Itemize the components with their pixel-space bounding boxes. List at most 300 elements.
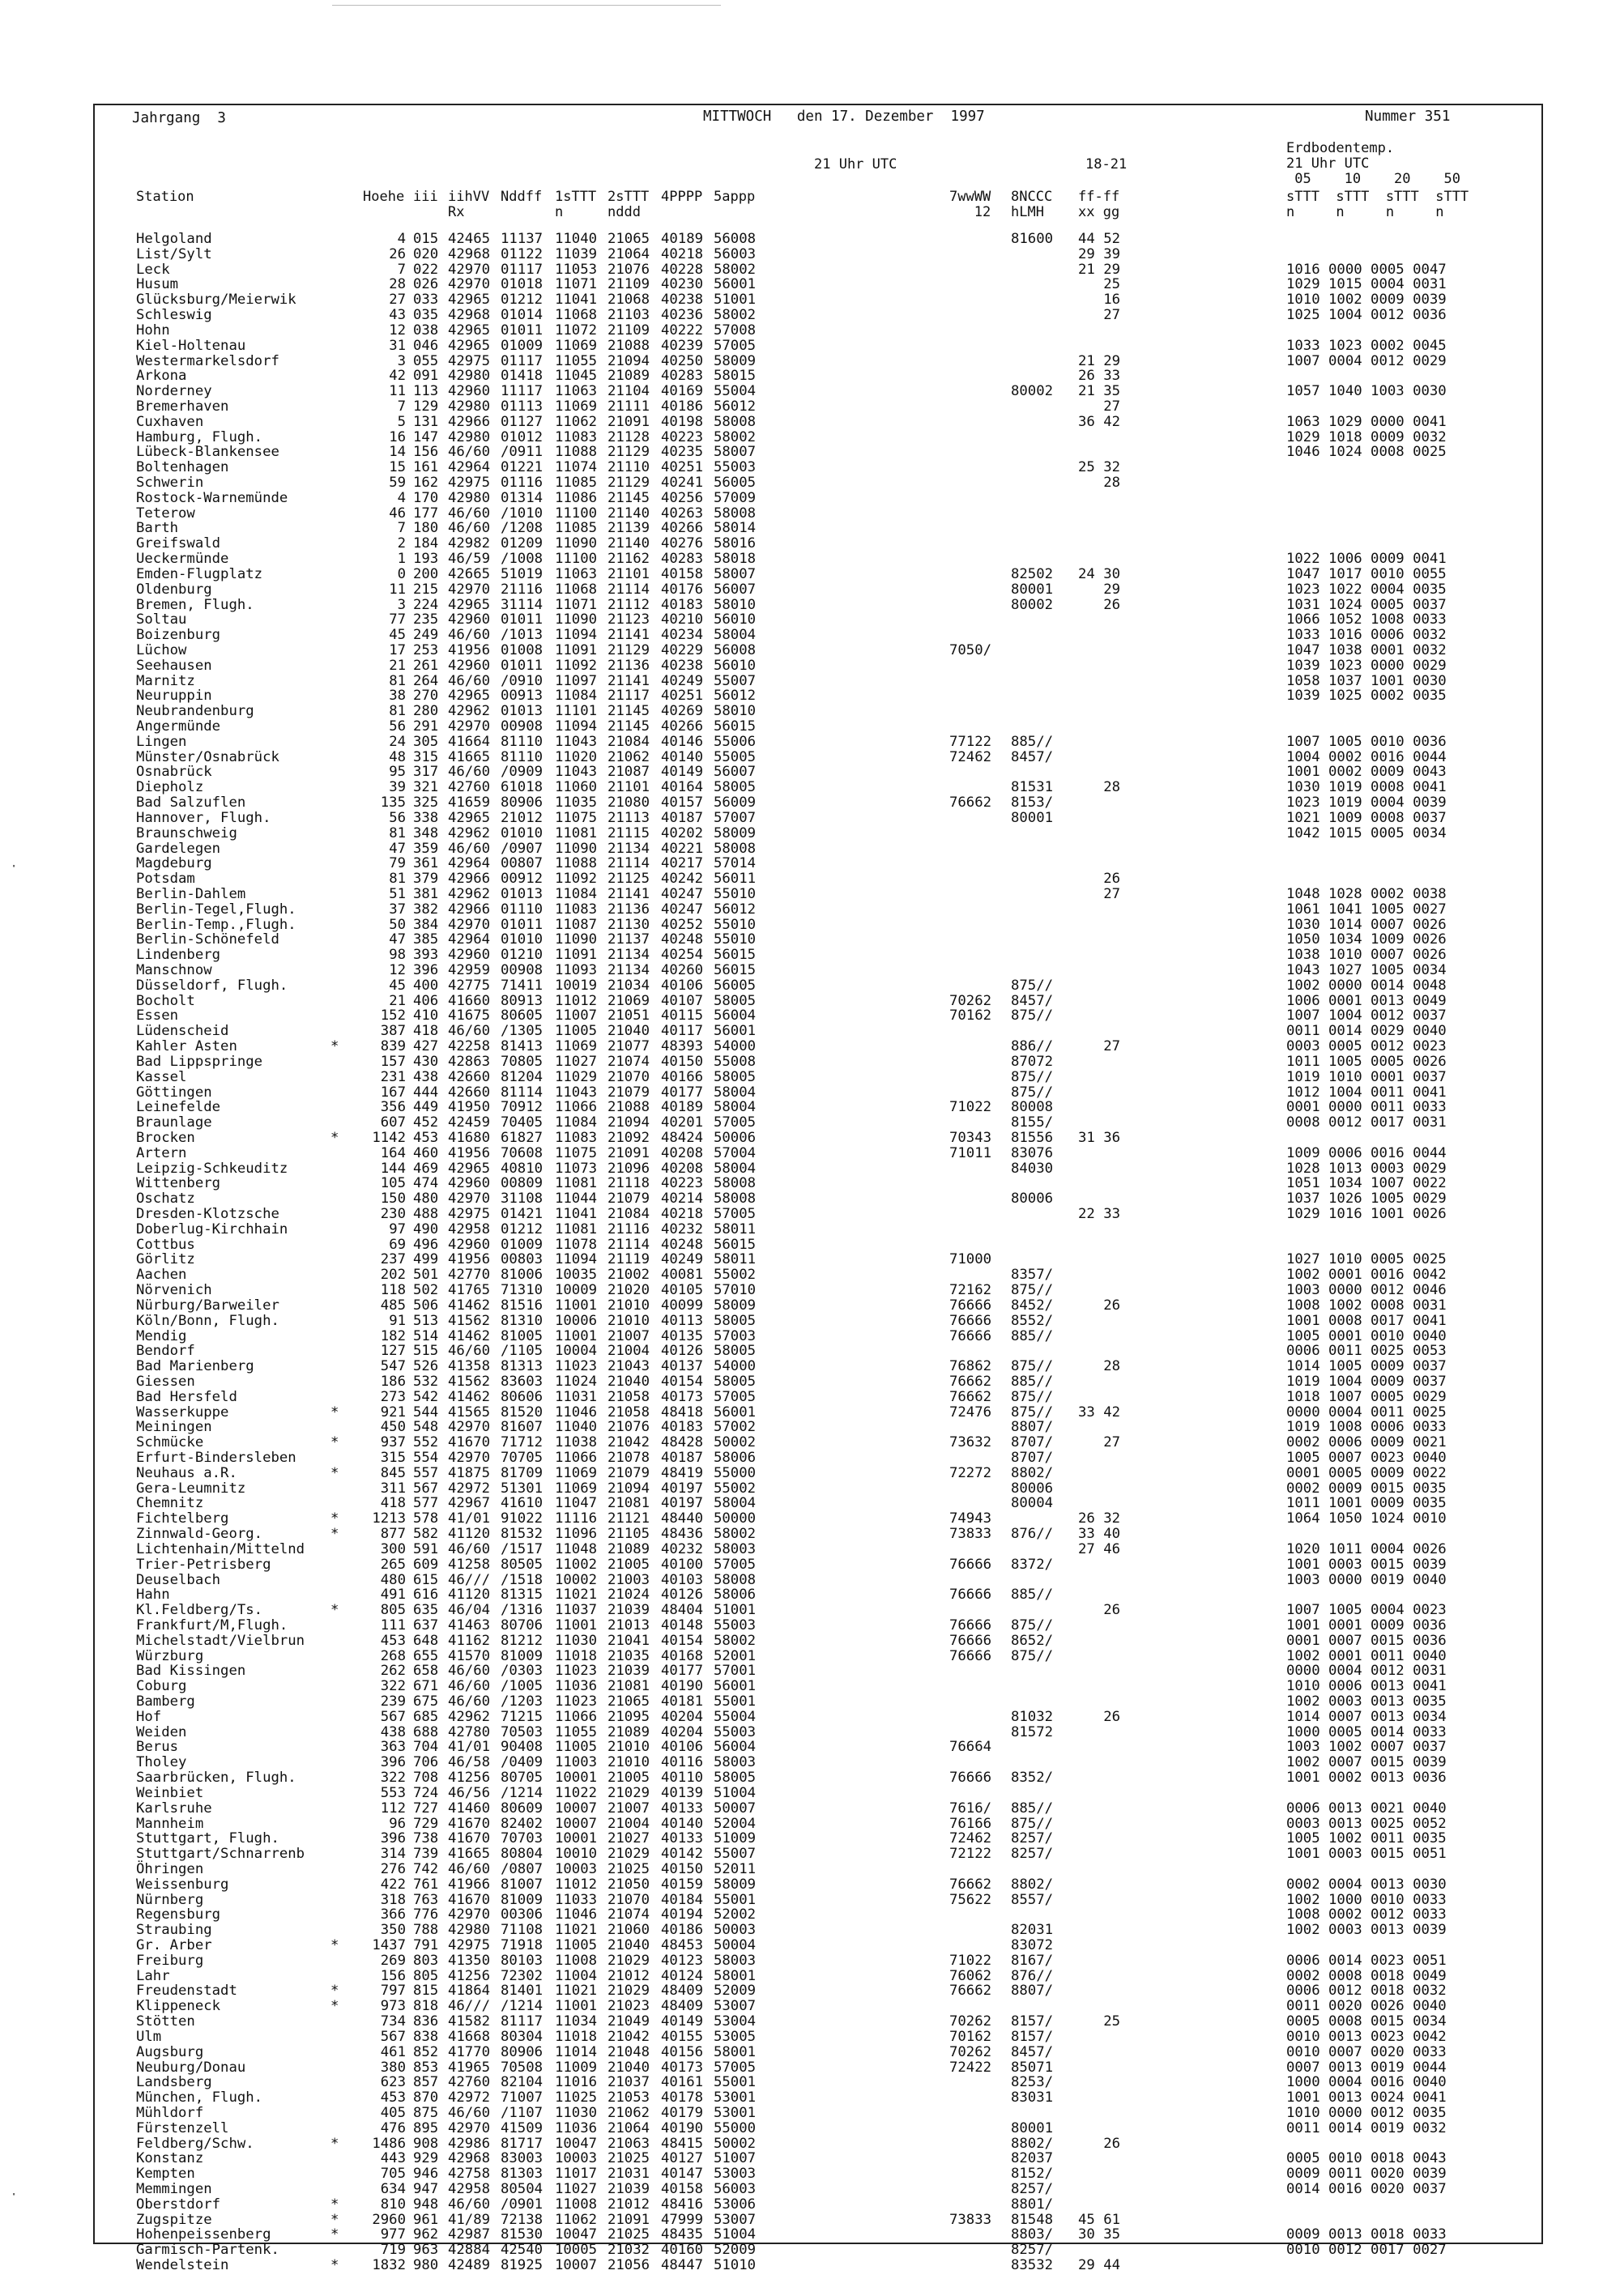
group-8nccc (1011, 2106, 1059, 2121)
group-8nccc: 83072 (1011, 1937, 1054, 1953)
hoehe: 810 (380, 2196, 406, 2213)
group-2sttt: 21140 (608, 535, 650, 552)
group-8nccc (1011, 856, 1059, 871)
station-id: 739 (413, 1846, 439, 1863)
group-7wwww (949, 2136, 998, 2152)
group-4pppp: 40251 (661, 688, 704, 705)
group-2sttt: 21076 (608, 261, 650, 278)
hoehe: 422 (380, 1876, 406, 1893)
group-7wwww (949, 552, 998, 567)
group-nddff: 83003 (501, 2150, 544, 2167)
group-5appp: 58002 (714, 1526, 757, 1543)
group-iihvv: 42965 (448, 322, 491, 339)
group-5appp: 56004 (714, 1739, 757, 1756)
station-id: 162 (413, 475, 439, 491)
group-2sttt: 21091 (608, 413, 650, 430)
group-4pppp: 48435 (661, 2226, 704, 2243)
group-2sttt: 21013 (608, 1617, 650, 1634)
group-7wwww (949, 598, 998, 613)
group-8nccc: 875// (1011, 1815, 1054, 1832)
mountain-mark (330, 811, 347, 826)
group-nddff: 81005 (501, 1327, 544, 1344)
group-iihvv: 42980 (448, 368, 491, 385)
group-4pppp: 40239 (661, 337, 704, 354)
group-1sttt: 11084 (555, 885, 598, 902)
group-nddff: 01116 (501, 475, 544, 491)
group-ffff (1078, 1496, 1127, 1511)
group-2sttt: 21010 (608, 1297, 650, 1314)
group-5appp: 57007 (714, 809, 757, 826)
group-5appp: 56001 (714, 1023, 757, 1040)
group-soil-temp: 1011 1005 0005 0026 (1286, 1053, 1447, 1070)
group-4pppp: 40204 (661, 1723, 704, 1740)
station-name: Münster/Osnabrück (136, 748, 279, 765)
group-ffff (1078, 521, 1127, 536)
group-8nccc (1011, 1237, 1059, 1253)
group-1sttt: 11091 (555, 947, 598, 964)
group-1sttt: 11071 (555, 276, 598, 293)
group-nddff: 72302 (501, 1967, 544, 1984)
group-iihvv: 41659 (448, 794, 491, 811)
group-4pppp: 40135 (661, 1327, 704, 1344)
group-4pppp: 40266 (661, 718, 704, 735)
group-8nccc (1011, 1740, 1059, 1755)
station-id: 418 (413, 1023, 439, 1040)
group-5appp: 55010 (714, 885, 757, 902)
mountain-mark (330, 750, 347, 765)
group-7wwww (949, 292, 998, 308)
group-1sttt: 11043 (555, 1084, 598, 1101)
mountain-mark (330, 704, 347, 719)
group-4pppp: 40283 (661, 368, 704, 385)
group-7wwww (949, 339, 998, 354)
group-1sttt: 11021 (555, 1983, 598, 2000)
group-nddff: 81717 (501, 2135, 544, 2152)
group-soil-temp: 1009 0006 0016 0044 (1286, 1144, 1447, 1161)
group-5appp: 58003 (714, 1540, 757, 1557)
group-iihvv: 41120 (448, 1587, 491, 1604)
group-7wwww (949, 536, 998, 552)
group-iihvv: 42970 (448, 1906, 491, 1923)
mountain-mark (330, 1923, 347, 1938)
group-iihvv: 46/60 (448, 1540, 491, 1557)
group-2sttt: 21003 (608, 1571, 650, 1588)
group-7wwww (949, 1115, 998, 1131)
group-8nccc: 8253/ (1011, 2074, 1054, 2091)
group-2sttt: 21079 (608, 1084, 650, 1101)
col-header-ffff-2: xx gg (1078, 204, 1120, 220)
group-soil-temp: 0000 0004 0011 0025 (1286, 1404, 1447, 1421)
mountain-mark (330, 1557, 347, 1573)
group-ffff: 28 (1078, 779, 1121, 796)
mountain-mark (330, 628, 347, 643)
group-1sttt: 11039 (555, 245, 598, 262)
station-id: 359 (413, 840, 439, 857)
group-8nccc: 82031 (1011, 1922, 1054, 1939)
group-8nccc: 83031 (1011, 2089, 1054, 2106)
group-5appp: 54000 (714, 1358, 757, 1375)
group-nddff: 41610 (501, 1495, 544, 1512)
group-iihvv: 42970 (448, 261, 491, 278)
group-4pppp: 40232 (661, 1540, 704, 1557)
group-8nccc: 8257/ (1011, 1830, 1054, 1847)
hoehe: 69 (389, 1236, 406, 1253)
group-8nccc: 82502 (1011, 565, 1054, 582)
mountain-mark (330, 1847, 347, 1862)
station-id: 895 (413, 2119, 439, 2136)
group-soil-temp: 0002 0006 0009 0021 (1286, 1434, 1447, 1451)
mountain-mark (330, 1755, 347, 1770)
group-7wwww (949, 521, 998, 536)
group-7wwww (949, 948, 998, 963)
group-7wwww (949, 1054, 998, 1070)
group-8nccc: 87072 (1011, 1053, 1054, 1070)
group-nddff: /0807 (501, 1860, 544, 1877)
group-1sttt: 11085 (555, 475, 598, 491)
hoehe: 1437 (372, 1937, 406, 1953)
group-soil-temp: 1001 0001 0009 0036 (1286, 1617, 1447, 1634)
station-id: 427 (413, 1038, 439, 1055)
mountain-mark (330, 1953, 347, 1969)
group-8nccc: 83532 (1011, 2257, 1054, 2274)
group-7wwww: 77122 (949, 733, 992, 750)
group-4pppp: 40263 (661, 505, 704, 522)
group-soil-temp: 1029 1016 1001 0026 (1286, 1206, 1447, 1222)
group-soil-temp: 0001 0007 0015 0036 (1286, 1632, 1447, 1649)
group-ffff (1078, 841, 1127, 857)
group-7wwww (949, 1191, 998, 1207)
mountain-mark (330, 232, 347, 247)
group-8nccc: 875// (1011, 1007, 1054, 1024)
group-8nccc: 80002 (1011, 383, 1054, 400)
group-soil-temp: 0006 0013 0021 0040 (1286, 1800, 1447, 1817)
group-ffff (1078, 719, 1127, 735)
hoehe: 921 (380, 1404, 406, 1421)
group-ffff (1078, 1481, 1127, 1497)
group-5appp: 58005 (714, 779, 757, 796)
col-header-iihvv-1: iihVV (448, 189, 490, 205)
group-8nccc: 876// (1011, 1967, 1054, 1984)
group-5appp: 57005 (714, 2059, 757, 2076)
group-iihvv: 42960 (448, 657, 491, 674)
group-iihvv: 46/60 (448, 1343, 491, 1360)
group-4pppp: 40139 (661, 1784, 704, 1801)
station-id: 410 (413, 1007, 439, 1024)
group-7wwww (949, 1663, 998, 1679)
group-5appp: 51009 (714, 1830, 757, 1847)
group-2sttt: 21074 (608, 1053, 650, 1070)
group-1sttt: 11035 (555, 794, 598, 811)
group-7wwww (949, 1222, 998, 1237)
station-id: 180 (413, 520, 439, 537)
group-1sttt: 11073 (555, 1160, 598, 1177)
group-7wwww (949, 1907, 998, 1923)
group-ffff (1078, 963, 1127, 978)
mountain-mark (330, 2060, 347, 2076)
station-id: 727 (413, 1800, 439, 1817)
group-ffff (1078, 643, 1127, 658)
group-1sttt: 11023 (555, 1663, 598, 1680)
group-7wwww: 72462 (949, 1830, 992, 1847)
group-2sttt: 21060 (608, 1922, 650, 1939)
4pppp-column (661, 232, 710, 2273)
group-5appp: 53007 (714, 1998, 757, 2015)
group-7wwww: 72162 (949, 1282, 992, 1299)
group-iihvv: 41562 (448, 1373, 491, 1390)
group-soil-temp: 1019 1008 0006 0033 (1286, 1419, 1447, 1436)
group-2sttt: 21049 (608, 2013, 650, 2030)
group-5appp: 58016 (714, 535, 757, 552)
group-ffff (1078, 688, 1127, 704)
group-8nccc: 8257/ (1011, 1846, 1054, 1863)
group-soil-temp: 0011 0014 0019 0032 (1286, 2119, 1447, 2136)
col-header-8nccc-2: hLMH (1011, 204, 1044, 220)
group-4pppp: 40223 (661, 428, 704, 445)
group-8nccc (1011, 674, 1059, 689)
group-nddff: 01110 (501, 901, 544, 918)
group-ffff (1078, 506, 1127, 522)
group-7wwww (949, 415, 998, 430)
hoehe: 314 (380, 1846, 406, 1863)
group-1sttt: 10003 (555, 1860, 598, 1877)
group-iihvv: 42465 (448, 231, 491, 247)
group-2sttt: 21087 (608, 764, 650, 781)
group-4pppp: 40155 (661, 2028, 704, 2045)
group-8nccc (1011, 445, 1059, 460)
group-8nccc (1011, 399, 1059, 415)
group-4pppp: 40228 (661, 261, 704, 278)
group-4pppp: 40166 (661, 1068, 704, 1085)
group-ffff (1078, 1237, 1127, 1253)
margin-dot: · (10, 2187, 19, 2203)
station-id: 946 (413, 2166, 439, 2183)
group-iihvv: 46/60 (448, 1663, 491, 1680)
group-iihvv: 41582 (448, 2013, 491, 2030)
group-iihvv: 46/// (448, 1571, 491, 1588)
group-8nccc: 80008 (1011, 1099, 1054, 1116)
group-7wwww (949, 2166, 998, 2182)
station-id: 253 (413, 641, 439, 658)
group-5appp: 52009 (714, 2242, 757, 2259)
hoehe: 453 (380, 1632, 406, 1649)
group-2sttt: 21109 (608, 322, 650, 339)
group-5appp: 55007 (714, 1846, 757, 1863)
group-4pppp: 40178 (661, 2089, 704, 2106)
group-5appp: 55001 (714, 1891, 757, 1908)
group-nddff: 81516 (501, 1297, 544, 1314)
group-1sttt: 10047 (555, 2135, 598, 2152)
group-2sttt: 21094 (608, 1114, 650, 1131)
hoehe: 2960 (372, 2211, 406, 2228)
group-1sttt: 11083 (555, 901, 598, 918)
group-soil-temp: 1008 1002 0008 0031 (1286, 1297, 1447, 1314)
station-name: Kahler Asten (136, 1038, 237, 1055)
group-2sttt: 21007 (608, 1800, 650, 1817)
group-7wwww (949, 1938, 998, 1953)
hoehe: 81 (389, 672, 406, 689)
col-header-1sttt-2: n (555, 204, 564, 220)
group-8nccc (1011, 688, 1059, 704)
mountain-mark (330, 460, 347, 475)
group-2sttt: 21040 (608, 1937, 650, 1953)
station-id: 406 (413, 992, 439, 1009)
group-7wwww (949, 1024, 998, 1039)
mountain-mark (330, 399, 347, 415)
group-2sttt: 21128 (608, 428, 650, 445)
group-7wwww: 76666 (949, 1312, 992, 1329)
group-1sttt: 11009 (555, 2059, 598, 2076)
group-4pppp: 40204 (661, 1708, 704, 1725)
station-id: 724 (413, 1784, 439, 1801)
group-8nccc (1011, 323, 1059, 339)
mountain-mark (330, 536, 347, 552)
group-nddff: 81530 (501, 2226, 544, 2243)
group-8nccc (1011, 1694, 1059, 1710)
group-iihvv: 41462 (448, 1297, 491, 1314)
station-name: Berus (136, 1739, 179, 1756)
group-8nccc: 8157/ (1011, 2028, 1054, 2045)
mountain-mark: * (330, 1404, 339, 1421)
group-nddff: 72138 (501, 2211, 544, 2228)
group-5appp: 58011 (714, 1251, 757, 1268)
station-name: Klippeneck (136, 1998, 221, 2015)
station-name: Doberlug-Kirchhain (136, 1220, 288, 1237)
group-ffff: 27 (1078, 1434, 1121, 1451)
hoehe: 45 (389, 627, 406, 644)
mountain-mark (330, 1831, 347, 1847)
group-8nccc: 8802/ (1011, 2135, 1054, 2152)
station-name: Neuburg/Donau (136, 2059, 246, 2076)
group-ffff: 29 44 (1078, 2257, 1121, 2274)
hoehe: 56 (389, 809, 406, 826)
group-5appp: 56004 (714, 1007, 757, 1024)
group-ffff (1078, 1222, 1127, 1237)
group-iihvv: 42960 (448, 611, 491, 628)
group-ffff (1078, 704, 1127, 719)
group-8nccc (1011, 536, 1059, 552)
group-iihvv: 41256 (448, 1967, 491, 1984)
hoehe: 607 (380, 1114, 406, 1131)
group-ffff (1078, 856, 1127, 871)
mountain-mark (330, 1801, 347, 1817)
group-ffff (1078, 612, 1127, 628)
group-2sttt: 21034 (608, 977, 650, 994)
group-ffff: 45 61 (1078, 2211, 1121, 2228)
group-ffff: 22 33 (1078, 1206, 1121, 1222)
group-4pppp: 40232 (661, 1220, 704, 1237)
group-2sttt: 21005 (608, 1770, 650, 1787)
station-name: Angermünde (136, 718, 221, 735)
group-soil-temp: 0006 0012 0018 0032 (1286, 1983, 1447, 2000)
group-5appp: 56005 (714, 977, 757, 994)
group-nddff: 40810 (501, 1160, 544, 1177)
group-1sttt: 11016 (555, 2074, 598, 2091)
group-4pppp: 48447 (661, 2257, 704, 2274)
group-soil-temp: 0003 0005 0012 0023 (1286, 1038, 1447, 1055)
mountain-mark: * (330, 1526, 339, 1543)
group-iihvv: 41956 (448, 1251, 491, 1268)
group-iihvv: 42964 (448, 459, 491, 476)
group-4pppp: 40173 (661, 2059, 704, 2076)
station-id: 131 (413, 413, 439, 430)
station-id: 763 (413, 1891, 439, 1908)
group-2sttt: 21029 (608, 1784, 650, 1801)
group-2sttt: 21031 (608, 2166, 650, 2183)
group-8nccc (1011, 948, 1059, 963)
station-name: Regensburg (136, 1906, 221, 1923)
hoehe: 265 (380, 1556, 406, 1573)
group-4pppp: 40140 (661, 748, 704, 765)
group-soil-temp: 1012 1004 0011 0041 (1286, 1084, 1447, 1101)
group-iihvv: 42962 (448, 824, 491, 841)
group-7wwww (949, 887, 998, 902)
group-5appp: 58004 (714, 1099, 757, 1116)
group-4pppp: 40235 (661, 444, 704, 461)
group-iihvv: 42965 (448, 1160, 491, 1177)
mountain-mark (330, 1176, 347, 1191)
group-5appp: 51007 (714, 2150, 757, 2167)
group-ffff (1078, 1420, 1127, 1435)
group-1sttt: 11041 (555, 292, 598, 309)
group-iihvv: 42970 (448, 916, 491, 933)
group-4pppp: 40148 (661, 1617, 704, 1634)
group-7wwww (949, 1786, 998, 1801)
mountain-mark: * (330, 1038, 339, 1055)
hoehe: 705 (380, 2166, 406, 2183)
group-iihvv: 42489 (448, 2257, 491, 2274)
hoehe: 315 (380, 1450, 406, 1466)
group-iihvv: 41463 (448, 1617, 491, 1634)
group-2sttt: 21129 (608, 641, 650, 658)
group-8nccc (1011, 658, 1059, 674)
group-soil-temp: 1019 1004 0009 0037 (1286, 1373, 1447, 1390)
group-5appp: 56007 (714, 764, 757, 781)
station-name: Mühldorf (136, 2104, 204, 2121)
group-5appp: 53003 (714, 2166, 757, 2183)
group-8nccc (1011, 521, 1059, 536)
group-1sttt: 11088 (555, 855, 598, 872)
group-2sttt: 21058 (608, 1404, 650, 1421)
mountain-mark (330, 308, 347, 323)
group-iihvv: 42965 (448, 292, 491, 309)
group-5appp: 58005 (714, 1770, 757, 1787)
hoehe: 350 (380, 1922, 406, 1939)
hoehe: 237 (380, 1251, 406, 1268)
group-5appp: 58003 (714, 1952, 757, 1969)
station-name: Cuxhaven (136, 413, 204, 430)
station-name: Bamberg (136, 1693, 195, 1710)
group-ffff (1078, 1100, 1127, 1115)
group-1sttt: 11045 (555, 368, 598, 385)
hoehe: 797 (380, 1983, 406, 2000)
group-1sttt: 11081 (555, 1175, 598, 1192)
group-iihvv: 41562 (448, 1312, 491, 1329)
group-4pppp: 40238 (661, 657, 704, 674)
group-iihvv: 46/56 (448, 1784, 491, 1801)
station-id: 708 (413, 1770, 439, 1787)
group-7wwww (949, 2106, 998, 2121)
group-7wwww (949, 2182, 998, 2197)
group-7wwww (949, 811, 998, 826)
hoehe: 450 (380, 1419, 406, 1436)
group-2sttt: 21029 (608, 1952, 650, 1969)
group-4pppp: 40230 (661, 276, 704, 293)
group-2sttt: 21134 (608, 840, 650, 857)
group-iihvv: 41956 (448, 1144, 491, 1161)
group-8nccc (1011, 887, 1059, 902)
soil-temp-time: 21 Uhr UTC (1286, 155, 1370, 172)
soil-depths: 05 10 20 50 (1286, 171, 1460, 187)
